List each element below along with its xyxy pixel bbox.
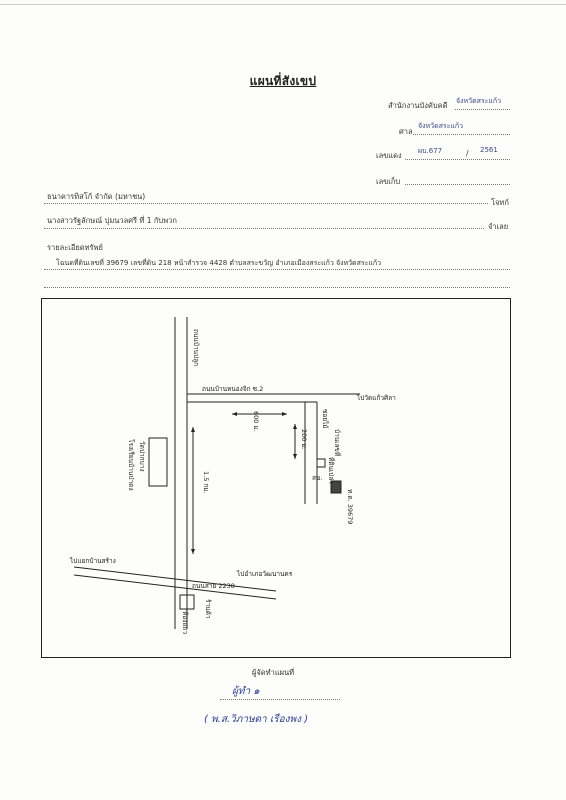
signature-dots [220, 699, 340, 700]
label-highway: ถนนสาย 2238 [192, 582, 235, 590]
court-label: ศาล [399, 127, 413, 136]
label-to-right-bottom: ไปอำเภอวัฒนานคร [237, 570, 293, 578]
label-to-highway: ไปแยกบ้านสร้าง [70, 557, 116, 565]
office-value: จังหวัดสระแก้ว [456, 97, 502, 105]
defendant-role: จำเลย [488, 222, 509, 231]
office-dots [455, 109, 510, 110]
label-place-left: วัดปากบาง [138, 441, 146, 472]
label-sk: สข. [312, 474, 323, 482]
label-plot: ท.ด. 39679 [346, 489, 354, 525]
label-to-right-top: ไปวัดแก้วศิลา [357, 394, 396, 402]
label-land: ที่ดินเปล่า [327, 457, 335, 484]
black-no-dots [405, 184, 510, 185]
label-dist-600: 600 ม. [252, 411, 260, 432]
page-top-edge [0, 4, 566, 5]
signature-handwriting: ผู้ทำ ๑ [232, 686, 260, 697]
court-dots [413, 134, 510, 135]
label-road-vertical: ถนนบ้านปลูก [192, 329, 200, 367]
red-no-label: เลขแดง [376, 151, 402, 160]
left-building [149, 438, 167, 486]
red-no-dots [405, 159, 510, 160]
plaintiff-dots [44, 203, 488, 204]
label-dist-200: 200 ม. [300, 429, 308, 450]
asset-detail: โฉนดที่ดินเลขที่ 39679 เลขที่ดิน 218 หน้าสำรวจ 4428 ตำบลสระขวัญ อำเภอเมืองสระแก้ว จังหวัดสระแก้ว [56, 259, 382, 267]
label-bottom: ห้องแถว [181, 611, 189, 635]
label-lane: ซอยไม้ [321, 409, 329, 429]
black-no-label: เลขเก็บ [376, 177, 401, 186]
red-no-year: 2561 [480, 146, 498, 154]
asset-dots-1 [44, 269, 510, 270]
asset-label: รายละเอียดทรัพย์ [47, 243, 103, 252]
page-title: แผนที่สังเขป [249, 74, 317, 88]
sketch-map [41, 298, 511, 658]
signature-name: ( พ.ส.วิภาษดา เรืองพง ) [204, 714, 309, 725]
plaintiff-role: โจทก์ [491, 198, 509, 207]
label-house: บ้านเลขที่ [333, 429, 341, 457]
office-label: สำนักงานบังคับคดี [388, 101, 448, 110]
court-value: จังหวัดสระแก้ว [418, 122, 464, 130]
red-no-separator: / [466, 149, 469, 158]
signature-label: ผู้จัดทำแผนที่ [252, 668, 295, 677]
defendant-dots [44, 228, 484, 229]
red-no-value: ผบ.677 [418, 147, 443, 155]
label-dist-1-5: 1.5 กม. [202, 471, 210, 494]
label-shop: ร้านค้า [204, 599, 212, 619]
plaintiff-name: ธนาคารทิสโก้ จำกัด (มหาชน) [47, 192, 146, 201]
label-place-left2: โรงเรียนบ้านป่าดง [127, 439, 135, 491]
label-road-top: ถนนบ้านหนองจิก ซ.2 [202, 385, 264, 393]
defendant-name: นางสาวรัฐลักษณ์ บุ่มนวลศรี ที่ 1 กับพวก [47, 216, 177, 225]
asset-dots-2 [44, 287, 510, 288]
house-marker [317, 459, 325, 467]
sketch-map-drawing [42, 299, 512, 659]
